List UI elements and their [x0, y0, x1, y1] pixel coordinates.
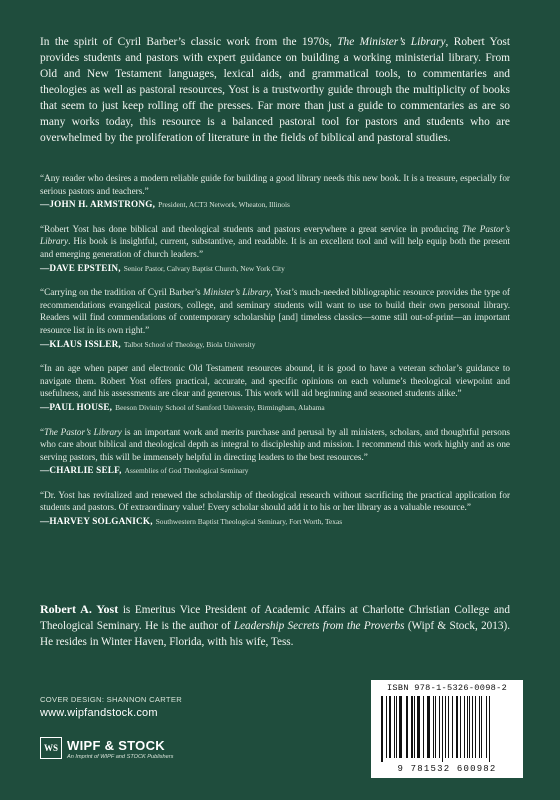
- barcode-bar: [460, 696, 461, 758]
- reviewer-affiliation: Assemblies of God Theological Seminary: [124, 466, 249, 476]
- credits: [40, 695, 182, 719]
- reviewer-affiliation: Southwestern Baptist Theological Seminary, Fort Worth, Texas: [155, 517, 343, 527]
- review-quote: “Dr. Yost has revitalized and renewed the scholarship of theological research without sacrificing the practical application for students and pastors. Of extraordinary value! Every scholar should add it to his or her library as a valuable resource.”: [40, 489, 510, 513]
- intro-text-2: , Robert Yost provides students and pastors with expert guidance on building a working ministerial library. From Old and New Testament languages, lexical aids, and grammatical tools, to commentaries and theologies as well as pastoral resources, Yost is a trustworthy guide through the multiplicity of books that seem to just keep rolling off the presses. Far more than just a guide to commentaries as are so many works today, this resource is a balanced pastoral tool for pastors and students who are overwhelmed by the proliferation of literature in the fields of biblical and pastoral studies.: [40, 36, 511, 144]
- review-quote: “Carrying on the tradition of Cyril Barber’s Minister’s Library, Yost’s much-needed bibliographic resource provides the type of recommendations evangelical pastors, college, and seminary students will want to use to build their own personal library. Readers will find commendations of contemporary scholarship [and] timeless classics—some still out-of-print—an important resource list in its own right.”: [40, 287, 510, 335]
- intro-paragraph: [40, 34, 510, 146]
- barcode-bars: [379, 696, 515, 762]
- reviewer-name: —DAVE EPSTEIN,: [40, 262, 121, 273]
- reviewer-affiliation: Talbot School of Theology, Biola University: [123, 339, 256, 349]
- author-bio: Robert A. Yost is Emeritus Vice President of Academic Affairs at Charlotte Christian College and Theological Seminary. He is the author of Leadership Secrets from the Proverbs (Wipf & Stock, 2013). He resides in Winter Haven, Florida, with his wife, Tess.: [40, 602, 510, 648]
- reviewer-affiliation: Beeson Divinity School of Samford University, Birmingham, Alabama: [115, 402, 325, 412]
- barcode-bar: [442, 696, 443, 762]
- barcode-bar: [389, 696, 391, 758]
- barcode-bar: [464, 696, 465, 758]
- review-attribution: [40, 515, 510, 529]
- intro-text-1: In the spirit of Cyril Barber’s classic work from the 1970s,: [40, 36, 338, 48]
- review-quote: “Any reader who desires a modern reliable guide for building a good library needs this new book. It is a treasure, especially for serious pastors and teachers.”: [40, 173, 510, 196]
- barcode-bar: [452, 696, 453, 758]
- review-quote: “Robert Yost has done biblical and theological students and pastors everywhere a great service in producing The Pastor’s Library. His book is insightful, current, substantive, and readable. It is an excellent tool and will help equip both the present and emerging generation of church leaders.”: [40, 223, 511, 259]
- review-attribution: [40, 401, 510, 415]
- review-attribution: [40, 338, 510, 352]
- reviewer-affiliation: President, ACT3 Network, Wheaton, Illinois: [158, 200, 290, 210]
- isbn-number: ISBN 978-1-5326-0098-2: [386, 683, 508, 693]
- publisher-name: WIPF & STOCK: [67, 738, 165, 753]
- review-attribution: [40, 198, 510, 212]
- barcode-bar: [435, 696, 436, 758]
- reviewer-name: —HARVEY SOLGANICK,: [40, 516, 153, 527]
- barcode-digits: 9 781532 600982: [397, 764, 497, 774]
- barcode-bar: [467, 696, 468, 758]
- barcode-bar: [414, 696, 415, 758]
- review: [40, 426, 510, 478]
- barcode-bar: [456, 696, 458, 758]
- review-attribution: [40, 262, 510, 276]
- reviewer-name: —JOHN H. ARMSTRONG,: [40, 199, 156, 210]
- barcode-bar: [427, 696, 430, 758]
- barcode-bar: [479, 696, 480, 758]
- barcode-bar: [399, 696, 402, 758]
- barcode-bar: [411, 696, 413, 758]
- reviews-section: [40, 172, 510, 540]
- barcode-bar: [381, 696, 383, 762]
- isbn-barcode: [371, 680, 523, 778]
- author-book-title: Leadership Secrets from the Proverbs: [233, 620, 405, 632]
- publisher-website: www.wipfandstock.com: [40, 707, 158, 719]
- barcode-bar: [386, 696, 387, 758]
- barcode-bar: [481, 696, 482, 758]
- review: [40, 362, 510, 414]
- barcode-bar: [417, 696, 420, 758]
- reviewer-name: —PAUL HOUSE,: [40, 401, 113, 412]
- author-name: Robert A. Yost: [40, 602, 119, 616]
- review: [40, 286, 510, 351]
- review: [40, 172, 510, 212]
- intro-title-italic: The Minister’s Library: [337, 36, 446, 48]
- barcode-bar: [486, 696, 487, 758]
- review: [40, 489, 510, 529]
- cover-design-credit: COVER DESIGN: SHANNON CARTER: [40, 695, 183, 704]
- barcode-bar: [472, 696, 473, 758]
- review-attribution: [40, 464, 510, 478]
- barcode-bar: [475, 696, 476, 758]
- barcode-bar: [406, 696, 408, 758]
- reviewer-affiliation: Senior Pastor, Calvary Baptist Church, New York City: [123, 263, 285, 273]
- barcode-bar: [394, 696, 395, 758]
- review-quote: “In an age when paper and electronic Old Testament resources abound, it is good to have a veteran scholar’s guidance to navigate them. Robert Yost offers practical, accurate, and specific opinions on each volume’s theological viewpoint and usefulness, and his assessments are clear and generous. This work will aid beginning and seasoned students alike.”: [40, 363, 510, 399]
- barcode-bar: [469, 696, 470, 758]
- publisher-logo: WS: [40, 737, 62, 759]
- barcode-bar: [448, 696, 449, 758]
- barcode-bar: [489, 696, 490, 762]
- barcode-bar: [445, 696, 446, 758]
- publisher-subtitle: An Imprint of WIPF and STOCK Publishers: [67, 754, 174, 760]
- review: [40, 223, 510, 275]
- barcode-bar: [396, 696, 397, 758]
- publisher-block: [40, 737, 240, 767]
- reviewer-name: —KLAUS ISSLER,: [40, 338, 121, 349]
- barcode-bar: [423, 696, 424, 758]
- reviewer-name: —CHARLIE SELF,: [40, 465, 122, 476]
- barcode-bar: [439, 696, 440, 758]
- barcode-bar: [433, 696, 434, 758]
- review-quote: “The Pastor’s Library is an important work and merits purchase and perusal by all ministers, scholars, and thoughtful persons who care about biblical and theological depth as integral to discipleship and mission. I recommend this work highly and as one serving pastors, this will be immensely helpful in directing leaders to the best resources.”: [40, 426, 511, 462]
